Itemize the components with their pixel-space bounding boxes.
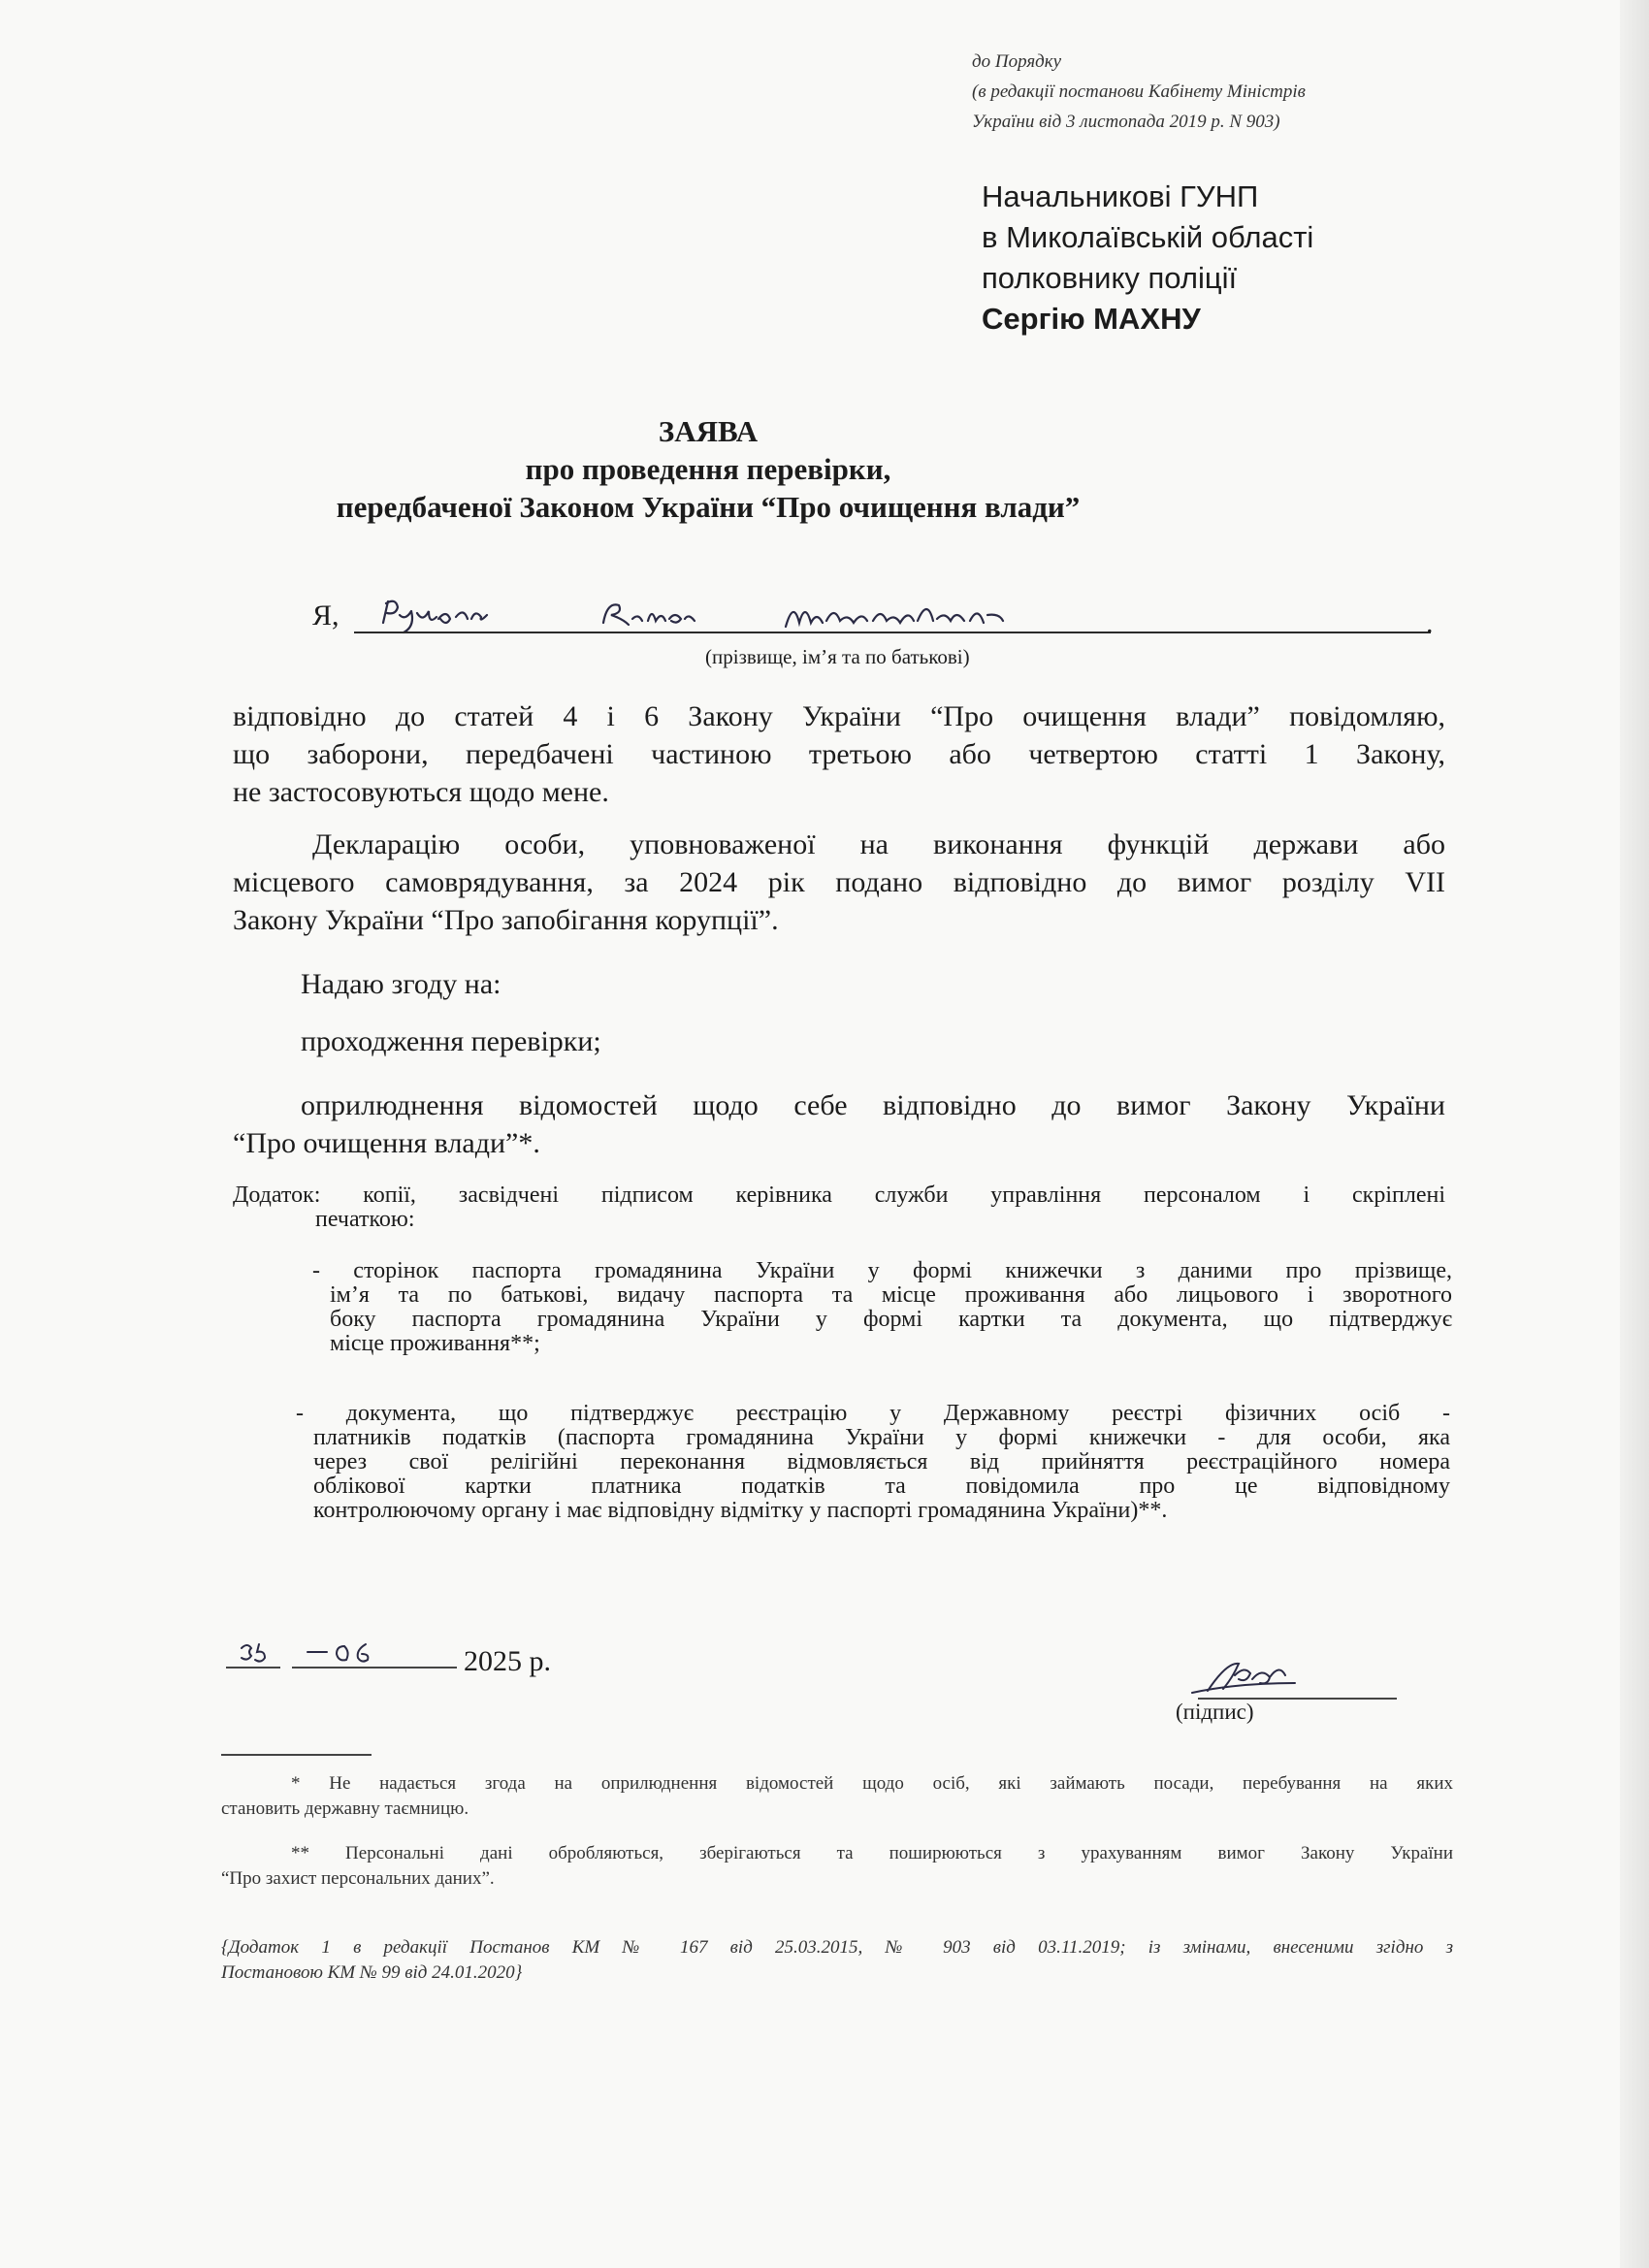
addressee-name: Сергію МАХНУ	[982, 302, 1201, 336]
scan-edge	[1620, 0, 1649, 2268]
paragraph-line: місцевого самоврядування, за 2024 рік подано відповідно до вимог розділу VII	[233, 866, 1445, 898]
footnote-line: * Не надається згода на оприлюднення відомостей щодо осіб, які займають посади, перебування на яких	[291, 1773, 1453, 1794]
paragraph-line: не застосовуються щодо мене.	[233, 776, 609, 808]
name-caption: (прізвище, ім’я та по батькові)	[705, 645, 970, 668]
paragraph-line: відповідно до статей 4 і 6 Закону України “Про очищення влади” повідомляю,	[233, 700, 1445, 732]
title-line: про проведення перевірки,	[525, 452, 891, 486]
addressee-line: полковнику поліції	[982, 261, 1238, 295]
paragraph-line: Закону України “Про запобігання корупції”.	[233, 904, 779, 936]
title-line: ЗАЯВА	[658, 414, 759, 448]
attachment-line: - документа, що підтверджує реєстрацію у Державному реєстрі фізичних осіб -	[296, 1401, 1450, 1426]
title-line: передбаченої Законом України “Про очищення влади”	[336, 490, 1081, 524]
addressee-block	[982, 177, 1313, 340]
footnote	[221, 1771, 1453, 1822]
footnote-line: становить державну таємницю.	[221, 1798, 469, 1819]
footnote-line: Постановою КМ № 99 від 24.01.2020}	[221, 1962, 523, 1983]
name-underline	[354, 632, 1431, 633]
attachment-item	[296, 1402, 1450, 1523]
paragraph-line: Декларацію особи, уповноваженої на виконання функцій держави або	[312, 828, 1445, 860]
header-note-line: (в редакції постанови Кабінету Міністрів	[972, 81, 1306, 102]
name-prefix: Я,	[312, 599, 340, 632]
attachment-line: облікової картки платника податків та повідомила про це відповідному	[313, 1474, 1450, 1499]
header-note	[972, 47, 1306, 137]
footnote-line: “Про захист персональних даних”.	[221, 1868, 495, 1889]
footnote-separator	[221, 1754, 372, 1756]
consent-intro: Надаю згоду на:	[301, 968, 501, 1000]
attachment-line: боку паспорта громадянина України у формі картки та документа, що підтверджує	[330, 1307, 1452, 1332]
paragraph-notice	[233, 697, 1445, 811]
attachment-line: платників податків (паспорта громадянина України у формі книжечки - для особи, яка	[313, 1425, 1450, 1450]
consent-item	[233, 1086, 1445, 1162]
signature	[1188, 1654, 1402, 1702]
attachment-line: - сторінок паспорта громадянина України у формі книжечки з даними про прізвище,	[312, 1258, 1452, 1283]
header-note-line: України від 3 листопада 2019 р. N 903)	[972, 112, 1280, 132]
date-year: 2025 р.	[464, 1645, 551, 1677]
attachment-line: ім’я та по батькові, видачу паспорта та місце проживання або лицьового і зворотного	[330, 1282, 1452, 1308]
attachment-heading: Додаток: копії, засвідчені підписом керівника служби управління персоналом і скріплені	[233, 1183, 1445, 1208]
addressee-line: в Миколаївській області	[982, 220, 1314, 254]
header-note-line: до Порядку	[972, 51, 1062, 72]
addressee-line: Начальникові ГУНП	[982, 179, 1259, 213]
attachment-item	[312, 1259, 1452, 1356]
paragraph-line: “Про очищення влади”*.	[233, 1127, 540, 1159]
document-title	[0, 412, 1416, 526]
footnote-line: ** Персональні дані обробляються, зберігаються та поширюються з урахуванням вимог Закону України	[291, 1843, 1453, 1863]
paragraph-line: що заборони, передбачені частиною третьою або четвертою статті 1 Закону,	[233, 738, 1445, 770]
paragraph-declaration	[233, 826, 1445, 939]
footnote-line: {Додаток 1 в редакції Постанов КМ № 167 від 25.03.2015, № 903 від 03.11.2019; із змінами, внесеними згідно з	[221, 1937, 1453, 1958]
name-dot: .	[1426, 607, 1434, 639]
consent-item: проходження перевірки;	[301, 1025, 601, 1057]
footnote	[221, 1841, 1453, 1892]
paragraph-line: оприлюднення відомостей щодо себе відповідно до вимог Закону України	[301, 1089, 1445, 1121]
signature-caption: (підпис)	[1176, 1700, 1254, 1724]
attachment-line: контролюючому органу і має відповідну відмітку у паспорті громадянина України)**.	[313, 1498, 1168, 1523]
handwritten-date	[220, 1635, 463, 1673]
attachment-heading-cont: печаткою:	[315, 1207, 415, 1232]
amendment-note	[221, 1935, 1453, 1986]
attachment-line: місце проживання**;	[330, 1331, 540, 1356]
attachment-line: через свої релігійні переконання відмовляється від прийняття реєстраційного номера	[313, 1449, 1450, 1474]
